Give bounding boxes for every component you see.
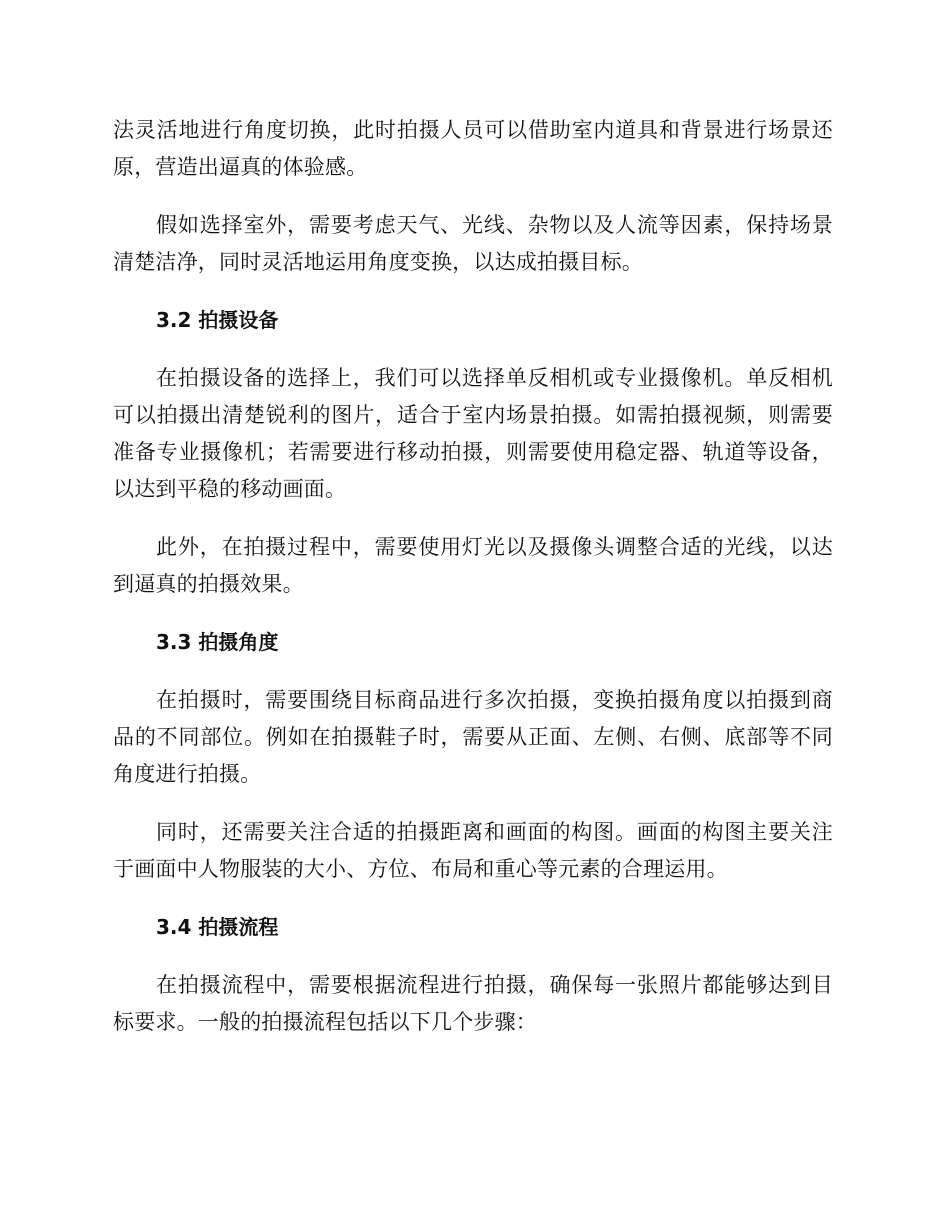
section-heading-3-2: 3.2 拍摄设备 [156,308,279,332]
document-body [113,112,833,1062]
section-heading-3-4: 3.4 拍摄流程 [156,915,279,939]
paragraph-shooting-process: 在拍摄流程中，需要根据流程进行拍摄，确保每一张照片都能够达到目标要求。一般的拍摄流程包括以下几个步骤： [113,973,833,1034]
paragraph-lighting: 此外，在拍摄过程中，需要使用灯光以及摄像头调整合适的光线，以达到逼真的拍摄效果。 [113,535,833,596]
paragraph-continued: 法灵活地进行角度切换，此时拍摄人员可以借助室内道具和背景进行场景还原，营造出逼真的体验感。 [113,118,833,179]
section-heading-3-3: 3.3 拍摄角度 [156,630,279,654]
paragraph-shooting-angles: 在拍摄时，需要围绕目标商品进行多次拍摄，变换拍摄角度以拍摄到商品的不同部位。例如在拍摄鞋子时，需要从正面、左侧、右侧、底部等不同角度进行拍摄。 [113,688,833,786]
paragraph-equipment-choice: 在拍摄设备的选择上，我们可以选择单反相机或专业摄像机。单反相机可以拍摄出清楚锐利的图片，适合于室内场景拍摄。如需拍摄视频，则需要准备专业摄像机；若需要进行移动拍摄，则需要使用稳定器、轨道等设备，以达到平稳的移动画面。 [113,366,833,501]
paragraph-composition: 同时，还需要关注合适的拍摄距离和画面的构图。画面的构图主要关注于画面中人物服装的大小、方位、布局和重心等元素的合理运用。 [113,820,833,881]
paragraph-outdoor-shooting: 假如选择室外，需要考虑天气、光线、杂物以及人流等因素，保持场景清楚洁净，同时灵活地运用角度变换，以达成拍摄目标。 [113,213,833,274]
